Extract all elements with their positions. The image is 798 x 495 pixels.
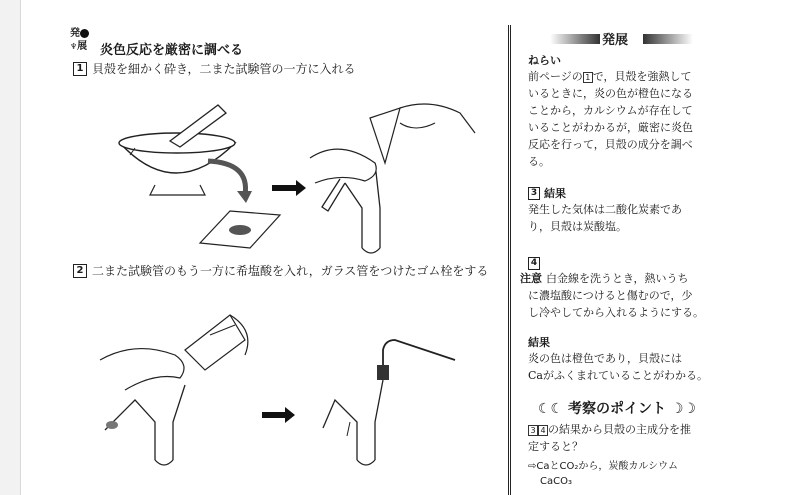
s3-heading: 結果 (544, 187, 566, 200)
experiment-panel (70, 25, 500, 485)
badge-char-1: 発 (70, 28, 80, 39)
step-2-text: 二また試験管のもう一方に希塩酸を入れ，ガラス管をつけたゴム栓をする (92, 264, 489, 278)
s3-number: 3 (528, 187, 540, 200)
hand-icon (310, 149, 376, 183)
s4-text: 炎の色は橙色であり，貝殻には Caがふくまれていることがわかる。 (528, 352, 708, 382)
ref-1-box: 1 (583, 72, 593, 83)
s3-text: 発生した気体は二酸化炭素であ り，貝殻は炭酸塩。 (528, 203, 682, 233)
step-1 (73, 60, 356, 77)
sprout-icon: ♆ (70, 42, 78, 51)
header-bar-right (643, 34, 693, 44)
hand-left-icon (100, 349, 184, 390)
s4-number: 4 (528, 257, 540, 270)
sidebar (520, 28, 728, 487)
ref-4-box: 4 (538, 425, 548, 436)
arrow-right-icon-2 (262, 407, 295, 423)
s4-heading: 結果 (528, 336, 550, 349)
kousatsu-title: ☾☾ 考察のポイント ☽☽ (538, 401, 696, 417)
caution-label: 注意 (520, 272, 542, 285)
kousatsu-question: 3 4 の結果から貝殻の主成分を推 定すると？ (528, 423, 691, 453)
step-2-illustration (95, 310, 475, 480)
s4-caution: 注意 白金線を洗うとき，熱いうち に濃塩酸につけると傷むので，少 し冷やしてから入れるようにする。 (520, 272, 704, 319)
step-1-illustration (100, 103, 480, 253)
s3-heading-row (528, 185, 728, 201)
column-divider (508, 25, 511, 495)
nerai-heading: ねらい (528, 54, 561, 67)
curved-arrow-icon (208, 161, 246, 195)
s4-number-row (528, 250, 728, 270)
sidebar-header (528, 28, 728, 50)
step-1-text: 貝殻を細かく砕き，二また試験管の一方に入れる (92, 62, 356, 76)
y-tube-left-icon (105, 385, 185, 460)
section-title: 炎色反応を厳密に調べる (100, 43, 244, 58)
moon-icons-right: ☽☽ (670, 401, 696, 417)
rubber-stopper-icon (377, 365, 389, 380)
moon-icon (80, 29, 89, 38)
hatten-badge (70, 27, 96, 57)
powder-icon (229, 225, 251, 235)
y-tube-right-icon (323, 380, 383, 460)
kousatsu-answer-1: ⇨CaとCO₂から，炭酸カルシウム (528, 461, 679, 472)
ref-3-box: 3 (528, 425, 538, 436)
kousatsu-answer-2: CaCO₃ (540, 476, 572, 487)
moon-icons-left: ☾☾ (538, 401, 564, 417)
nerai-text: 前ページの 1 で，貝殻を強熱して いるときに，炎の色が橙色になる ことから，カルシウムが存在して いることがわかるが，厳密に炎色 反応を行って，貝殻の成分を調べ る。 (528, 70, 693, 168)
badge-char-2: 展 (77, 41, 88, 52)
page-edge (0, 0, 21, 495)
beaker-icon (185, 315, 245, 370)
header-bar-left (550, 34, 600, 44)
glass-tube-icon (383, 340, 455, 365)
step-2-number: 2 (73, 264, 87, 278)
step-1-number: 1 (73, 62, 87, 76)
step-2 (73, 262, 488, 279)
sidebar-header-label: 発展 (602, 33, 629, 48)
arrow-right-icon (272, 180, 306, 196)
